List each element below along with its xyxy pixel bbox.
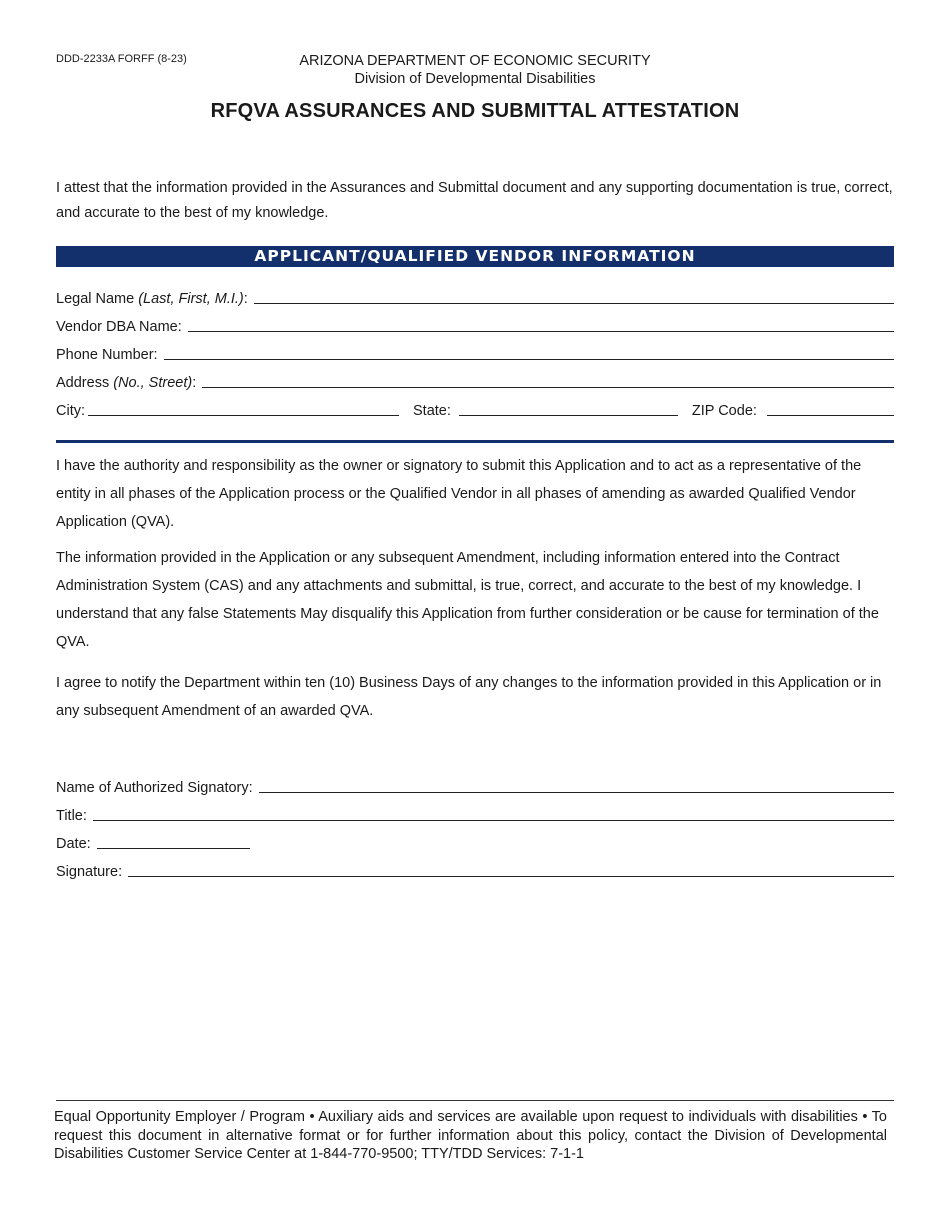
signature-field[interactable] [128, 862, 894, 877]
legal-name-row [56, 287, 894, 307]
division-name: Division of Developmental Disabilities [354, 71, 596, 87]
zip-field[interactable] [767, 401, 894, 416]
accuracy-statement: The information provided in the Application or any subsequent Amendment, including information entered into the Contract Administration System (CAS) and any attachments and submittal, is true, correct, and accurate to the best of my knowledge. I understand that any false Statements May disqualify this Application from further consideration or be cause for termination of the QVA. [56, 550, 879, 650]
title-label: Title: [56, 808, 87, 824]
date-field[interactable] [97, 834, 250, 849]
state-field[interactable] [459, 401, 678, 416]
state-label: State: [413, 403, 451, 419]
authority-statement: I have the authority and responsibility as the owner or signatory to submit this Application and to act as a representative of the entity in all phases of the Application process or the Qualified Vendor in all phases of amending as awarded Qualified Vendor Application (QVA). [56, 458, 862, 530]
address-row [56, 371, 894, 391]
dba-field[interactable] [188, 317, 894, 332]
signatory-name-label: Name of Authorized Signatory: [56, 780, 253, 796]
phone-label: Phone Number: [56, 347, 158, 363]
signature-label: Signature: [56, 864, 123, 880]
city-state-zip-row [56, 399, 894, 419]
phone-row [56, 343, 894, 363]
signature-row [56, 860, 894, 880]
date-row [56, 832, 894, 852]
agency-name: ARIZONA DEPARTMENT OF ECONOMIC SECURITY [299, 53, 651, 69]
address-field[interactable] [202, 373, 894, 388]
title-row [56, 804, 894, 824]
date-label: Date: [56, 836, 91, 852]
dba-row [56, 315, 894, 335]
phone-field[interactable] [164, 345, 894, 360]
page-title: RFQVA ASSURANCES AND SUBMITTAL ATTESTATION [210, 100, 740, 122]
notify-statement: I agree to notify the Department within ten (10) Business Days of any changes to the information provided in this Application or in any subsequent Amendment of an awarded QVA. [56, 675, 882, 719]
city-label: City: [56, 403, 85, 419]
vendor-section-heading: APPLICANT/QUALIFIED VENDOR INFORMATION [56, 246, 894, 267]
footer-rule [56, 1100, 894, 1101]
city-field[interactable] [88, 401, 399, 416]
dba-label: Vendor DBA Name: [56, 319, 182, 335]
zip-label: ZIP Code: [691, 403, 757, 419]
section-divider [56, 440, 894, 443]
legal-name-field[interactable] [254, 289, 894, 304]
legal-name-label: Legal Name (Last, First, M.I.): [56, 291, 248, 307]
address-label: Address (No., Street): [56, 375, 197, 391]
title-field[interactable] [93, 806, 894, 821]
signatory-name-row [56, 776, 894, 796]
attestation-text: I attest that the information provided in the Assurances and Submittal document and any supporting documentation is true, correct, and accurate to the best of my knowledge. [56, 180, 893, 221]
footer-text: Equal Opportunity Employer / Program • Auxiliary aids and services are available upon request to individuals with disabilities • To request this document in alternative format or for further information about this policy, contact the Division of Developmental Disabilities Customer Service Center at 1-844-770-9500; TTY/TDD Services: 7-1-1 [54, 1109, 887, 1162]
signatory-name-field[interactable] [259, 778, 894, 793]
form-code: DDD-2233A FORFF (8-23) [56, 53, 187, 65]
